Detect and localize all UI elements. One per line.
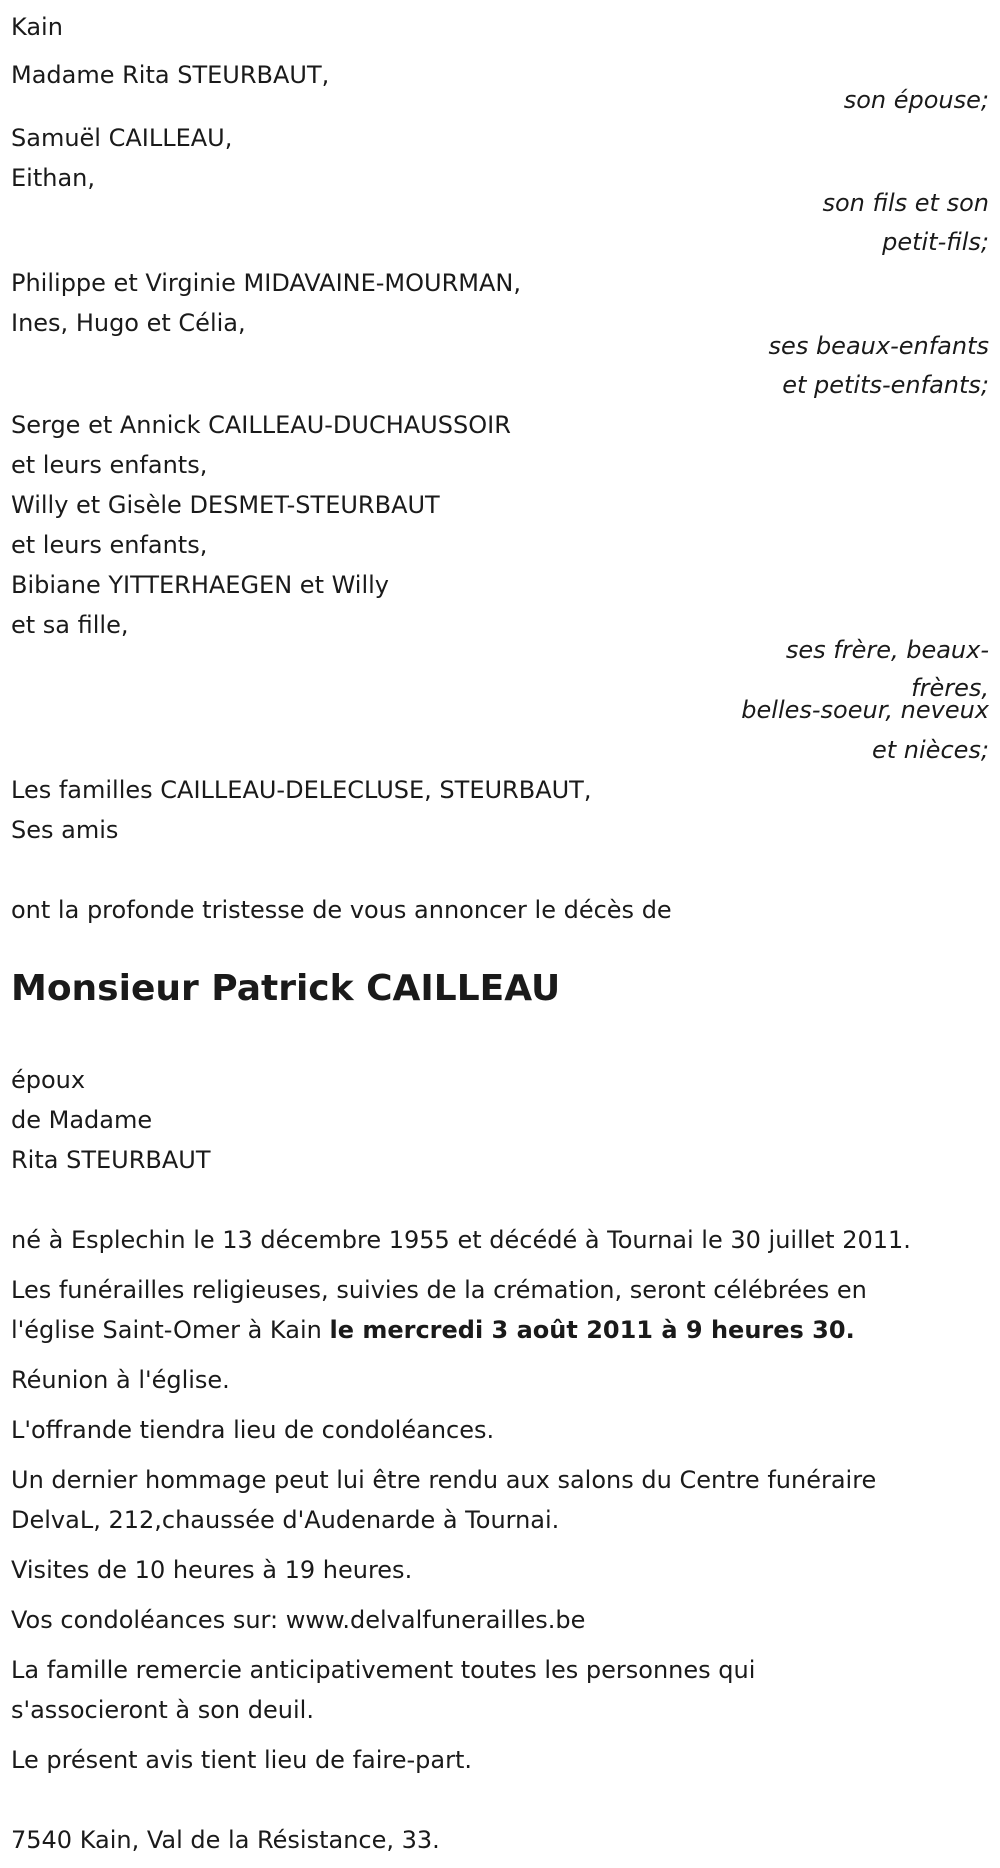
thanks-line2: s'associeront à son deuil. — [11, 1696, 314, 1724]
spouse-of-line2: de Madame — [11, 1106, 153, 1134]
spouse-of-line3: Rita STEURBAUT — [11, 1146, 211, 1174]
funeral-line1: Les funérailles religieuses, suivies de la crémation, seront célébrées en — [11, 1276, 867, 1304]
spouse-relation: son épouse; — [843, 86, 989, 114]
siblings-line6: et sa fille, — [11, 611, 129, 639]
funeral-location: l'église Saint-Omer à Kain — [11, 1316, 330, 1344]
son-name: Samuël CAILLEAU, — [11, 124, 233, 152]
stepchildren-line1: Philippe et Virginie MIDAVAINE-MOURMAN, — [11, 269, 521, 297]
siblings-relation-line1: ses frère, beaux- — [785, 636, 989, 664]
siblings-relation-line2: frères, — [911, 674, 989, 702]
birth-death: né à Esplechin le 13 décembre 1955 et décédé à Tournai le 30 juillet 2011. — [11, 1226, 911, 1254]
siblings-line1: Serge et Annick CAILLEAU-DUCHAUSSOIR — [11, 411, 511, 439]
funeral-date-time: le mercredi 3 août 2011 à 9 heures 30. — [329, 1316, 855, 1344]
visits-info: Visites de 10 heures à 19 heures. — [11, 1556, 413, 1584]
meeting-info: Réunion à l'église. — [11, 1366, 230, 1394]
thanks-line1: La famille remercie anticipativement toutes les personnes qui — [11, 1656, 756, 1684]
deceased-name: Monsieur Patrick CAILLEAU — [11, 968, 561, 1009]
siblings-relation-line4: et nièces; — [872, 736, 989, 764]
spouse-of-line1: époux — [11, 1066, 86, 1094]
son-relation-line2: petit-fils; — [882, 228, 989, 256]
condolences-info: Vos condoléances sur: www.delvalfunerailles.be — [11, 1606, 586, 1634]
tribute-line2: DelvaL, 212,chaussée d'Audenarde à Tournai. — [11, 1506, 560, 1534]
stepchildren-relation-line2: et petits-enfants; — [782, 371, 989, 399]
stepchildren-relation-line1: ses beaux-enfants — [768, 332, 989, 360]
tribute-line1: Un dernier hommage peut lui être rendu aux salons du Centre funéraire — [11, 1466, 877, 1494]
siblings-relation-line3: belles-soeur, neveux — [741, 696, 989, 724]
notice-info: Le présent avis tient lieu de faire-part. — [11, 1746, 473, 1774]
families-line: Les familles CAILLEAU-DELECLUSE, STEURBAUT, — [11, 776, 592, 804]
siblings-line2: et leurs enfants, — [11, 451, 208, 479]
siblings-line5: Bibiane YITTERHAEGEN et Willy — [11, 571, 390, 599]
siblings-line4: et leurs enfants, — [11, 531, 208, 559]
funeral-line2 — [11, 1310, 855, 1350]
son-relation-line1: son fils et son — [822, 189, 989, 217]
grandson-name: Eithan, — [11, 164, 95, 192]
stepchildren-line2: Ines, Hugo et Célia, — [11, 309, 246, 337]
offering-info: L'offrande tiendra lieu de condoléances. — [11, 1416, 495, 1444]
address: 7540 Kain, Val de la Résistance, 33. — [11, 1826, 440, 1854]
spouse-name: Madame Rita STEURBAUT, — [11, 61, 330, 89]
siblings-line3: Willy et Gisèle DESMET-STEURBAUT — [11, 491, 440, 519]
announcement-intro: ont la profonde tristesse de vous annoncer le décès de — [11, 896, 672, 924]
locality: Kain — [11, 13, 63, 41]
friends-line: Ses amis — [11, 816, 119, 844]
